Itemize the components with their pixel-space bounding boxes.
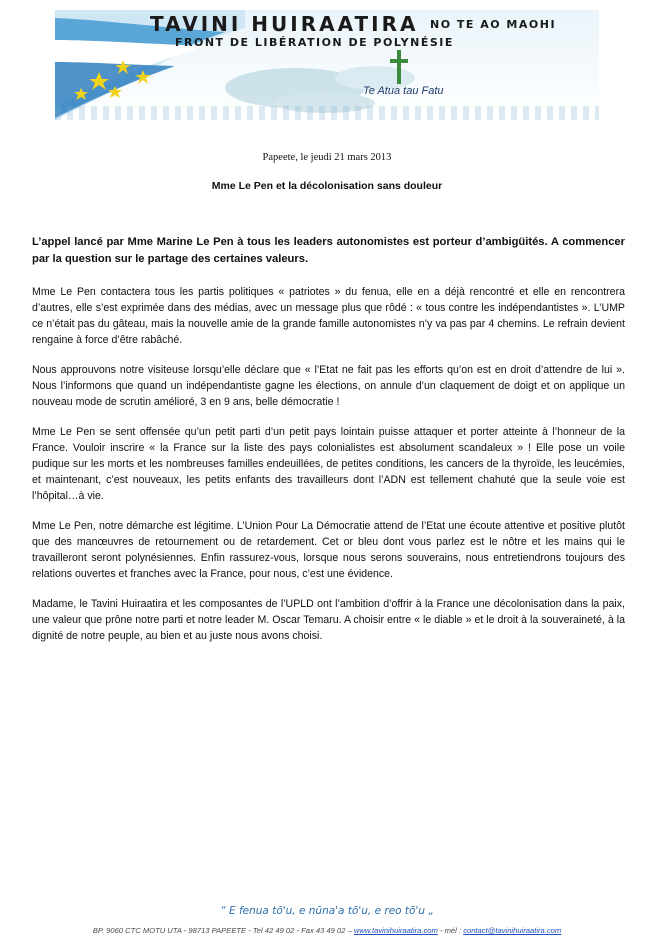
decorative-band [55, 106, 599, 120]
body-paragraph: Mme Le Pen, notre démarche est légitime. L’Union Pour La Démocratie attend de l’Etat une écoute attentive et positive plutôt que des manœuvres de retournement ou de retardement. Cet or bleu dont vous parlez est le nôtre et les mains qui le travailleront seront polynésiennes. Enfin rassurez-vous, lorsque nous serons souverains, nous entretiendrons toujours des relations ouvertes et franches avec la France, pour nous, c’est une évidence. [32, 520, 625, 580]
footer-mail-label: - mél : [437, 926, 464, 935]
body-paragraph: Madame, le Tavini Huiraatira et les composantes de l’UPLD ont l’ambition d’offrir à la France une décolonisation dans la paix, une valeur que prône notre parti et notre leader M. Oscar Temaru. A choisir entre « le diable » et le droit à la souveraineté, à la dignité de notre peuple, au bien et au juste nous avons choisi. [32, 598, 625, 642]
banner-subtitle: FRONT DE LIBÉRATION DE POLYNÉSIE [175, 36, 454, 49]
dateline: Papeete, le jeudi 21 mars 2013 [262, 152, 392, 163]
banner-motto: Te Atua tau Fatu [363, 85, 444, 97]
footer-contact [0, 926, 654, 935]
website-link[interactable]: www.tavinihuiraatira.com [353, 926, 438, 935]
cross-icon [388, 50, 410, 84]
email-link[interactable]: contact@tavinihuiraatira.com [463, 926, 562, 935]
headline: Mme Le Pen et la décolonisation sans douleur [211, 180, 443, 192]
lead-paragraph: L’appel lancé par Mme Marine Le Pen à tous les leaders autonomistes est porteur d’ambigüités. A commencer par la question sur le partage des certaines valeurs. [32, 236, 625, 265]
footer-address: BP. 9060 CTC MOTU UTA - 98713 PAPEETE - Tel 42 49 02 - Fax 43 49 02 – [92, 926, 354, 935]
body-paragraph: Mme Le Pen se sent offensée qu’un petit parti d’un petit pays lointain puisse attaquer et porter atteinte à l’honneur de la France. Vouloir inscrire « la France sur la liste des pays colonialistes est absolument scandaleux » ! Elle pose un voile pudique sur les morts et les nombreuses familles endeuillées, de petites conditions, les cancers de la thyroïde, les leucémies, et maintenant, c’est nouveaux, les petits enfants des travailleurs dont l’ADN est tellement chahuté que la seule voie est l’hôpital…à vie. [32, 426, 625, 502]
banner-title: TAVINI HUIRAATIRA [150, 12, 419, 36]
body-paragraph: Nous approuvons notre visiteuse lorsqu’elle déclare que « l’Etat ne fait pas les efforts qu’on est en droit d’attendre de lui ». Nous l’informons que quand un indépendantiste gagne les élections, on annule d’un claquement de doigt et on applique un nouveau mode de scrutin amélioré, 3 en 9 ans, belle démocratie ! [32, 364, 625, 408]
body-paragraph: Mme Le Pen contactera tous les partis politiques « patriotes » du fenua, elle en a déjà rencontré et elle en rencontrera d’autres, elle s’est exprimée dans des médias, avec un message plus que rôdé : « tous contre les indépendantistes ». L’UMP ce n’était pas du gâteau, mais la nouvelle amie de la grande famille autonomistes n’y va pas par 4 chemins. Le refrain devient rengaine à force d’être rabâché. [32, 286, 625, 346]
article-body [32, 234, 625, 658]
letterhead-banner [55, 10, 599, 120]
footer-motto: “ E fenua tō'u, e nūna'a tō'u, e reo tō'u „ [220, 905, 434, 917]
banner-tagline: NO TE AO MAOHI [430, 18, 557, 31]
